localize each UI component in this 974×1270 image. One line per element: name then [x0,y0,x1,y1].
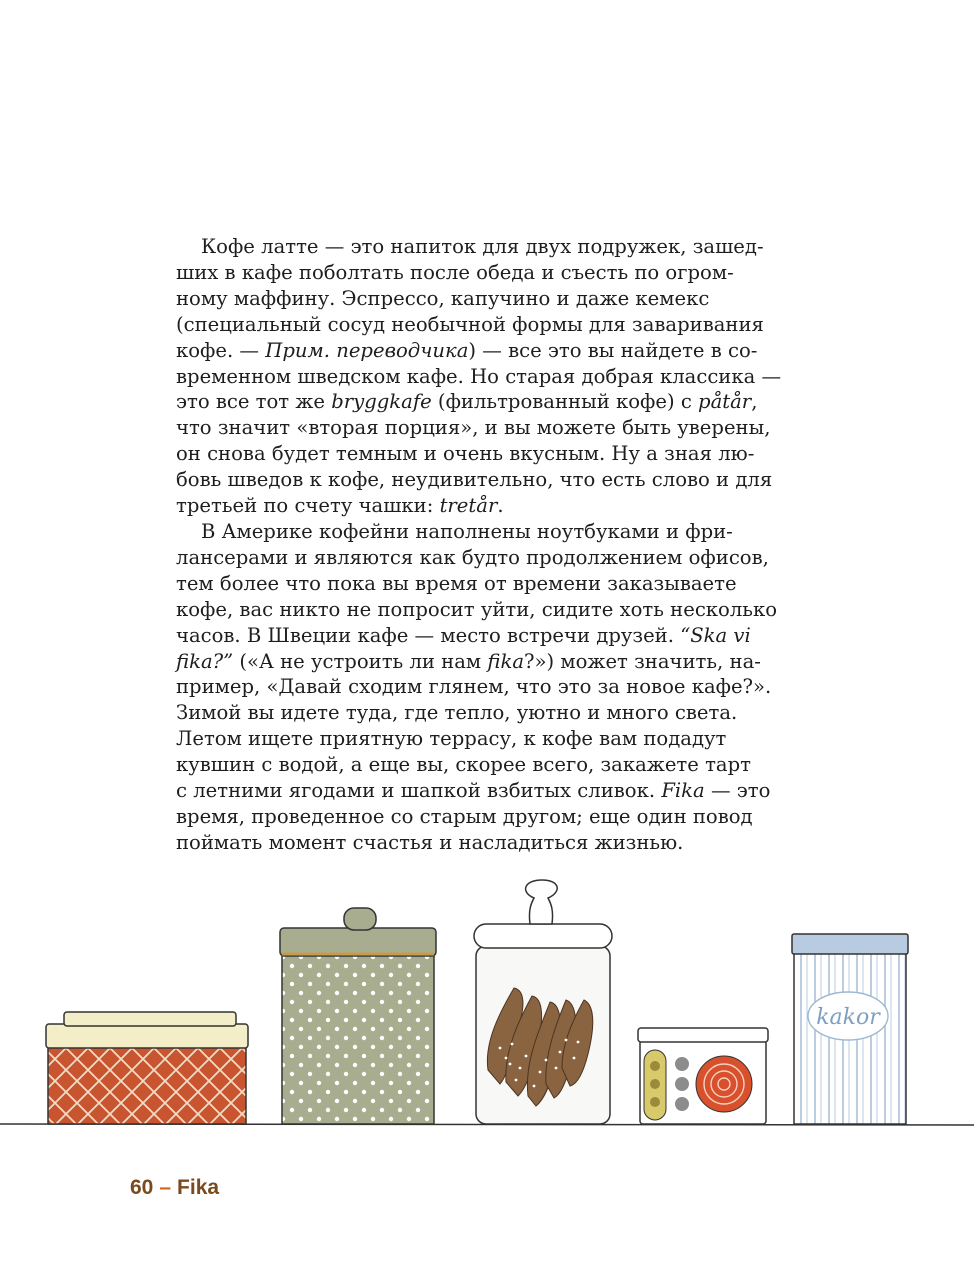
text-line [176,674,836,700]
kakor-tin [792,934,908,1124]
text-span: кофе, вас никто не попросит уйти, сидите хоть несколько [176,597,777,621]
text-line [176,726,836,752]
text-line [176,804,836,830]
text-span: третьей по счету чашки: [176,494,440,518]
page-footer [130,1176,219,1200]
kakor-label: kakor [816,1005,880,1030]
red-lattice-tin [46,1012,248,1124]
italic-text: påtår [698,390,752,414]
text-span: Летом ищете приятную террасу, к кофе вам подадут [176,727,727,751]
italic-text: tretår [439,494,498,518]
text-span: это все тот же [176,390,332,414]
text-span: что значит «вторая порция», и вы можете быть уверены, [176,416,771,440]
text-line [176,778,836,804]
italic-text: fika?” [176,649,234,673]
italic-text: Прим. переводчика [265,338,469,362]
text-line [176,830,836,856]
text-span: В Америке кофейни наполнены ноутбуками и фри- [201,519,733,543]
text-span: бовь шведов к кофе, неудивительно, что есть слово и для [176,468,773,492]
text-span: тем более что пока вы время от времени заказываете [176,571,737,595]
text-span: («А не устроить ли нам [233,649,488,673]
text-span: часов. В Швеции кафе — место встречи друзей. [176,623,681,647]
text-line [176,338,836,364]
text-line [176,415,836,441]
text-line [176,545,836,571]
text-span: (специальный сосуд необычной формы для заваривания [176,312,764,336]
text-line [176,234,836,260]
text-span: он снова будет темным и очень вкусным. Ну а зная лю- [176,442,755,466]
text-span: Кофе латте — это напиток для двух подружек, зашед- [201,235,764,258]
book-title: Fika [177,1176,220,1199]
text-span: кофе. — [176,338,266,362]
text-span: поймать момент счастья и насладиться жизнью. [176,830,684,854]
text-span: лансерами и являются как будто продолжением офисов, [176,545,769,569]
text-span: время, проведенное со старым другом; еще один повод [176,804,753,828]
text-span: (фильтрованный кофе) с [431,390,699,414]
text-span: ному маффину. Эспрессо, капучино и даже кемекс [176,286,710,310]
text-line [176,312,836,338]
text-span: ших в кафе поболтать после обеда и съесть по огром- [176,260,734,284]
text-line [176,389,836,415]
italic-text: fika [487,649,525,673]
page-number: 60 [130,1176,154,1199]
text-line [176,752,836,778]
italic-text: Fika [661,779,705,803]
text-line [176,493,836,519]
patterned-box [638,1028,768,1124]
text-line [176,441,836,467]
glass-cookie-jar [474,880,612,1124]
jars-illustration [0,872,974,1142]
text-line [176,700,836,726]
text-span: ) — все это вы найдете в со- [468,338,758,362]
text-line [176,364,836,390]
text-line [176,597,836,623]
text-span: . [497,494,504,518]
italic-text: “Ska vi [680,623,751,647]
text-line [176,467,836,493]
text-line [176,519,836,545]
text-span: временном шведском кафе. Но старая добрая классика — [176,364,782,388]
text-line [176,286,836,312]
italic-text: bryggkafe [331,390,432,414]
polka-dot-tin [280,908,436,1124]
text-span: с летними ягодами и шапкой взбитых сливок. [176,779,662,803]
text-span: пример, «Давай сходим глянем, что это за новое кафе?». [176,675,772,699]
text-line [176,571,836,597]
body-text [176,234,836,856]
text-span: кувшин с водой, а еще вы, скорее всего, закажете тарт [176,753,751,777]
text-span: Зимой вы идете туда, где тепло, уютно и много света. [176,701,738,725]
text-span: ?») может значить, на- [524,649,761,673]
text-line [176,260,836,286]
text-span: , [751,390,758,414]
footer-separator: – [159,1176,172,1199]
text-span: — это [704,779,771,803]
text-line [176,623,836,649]
text-line [176,649,836,675]
